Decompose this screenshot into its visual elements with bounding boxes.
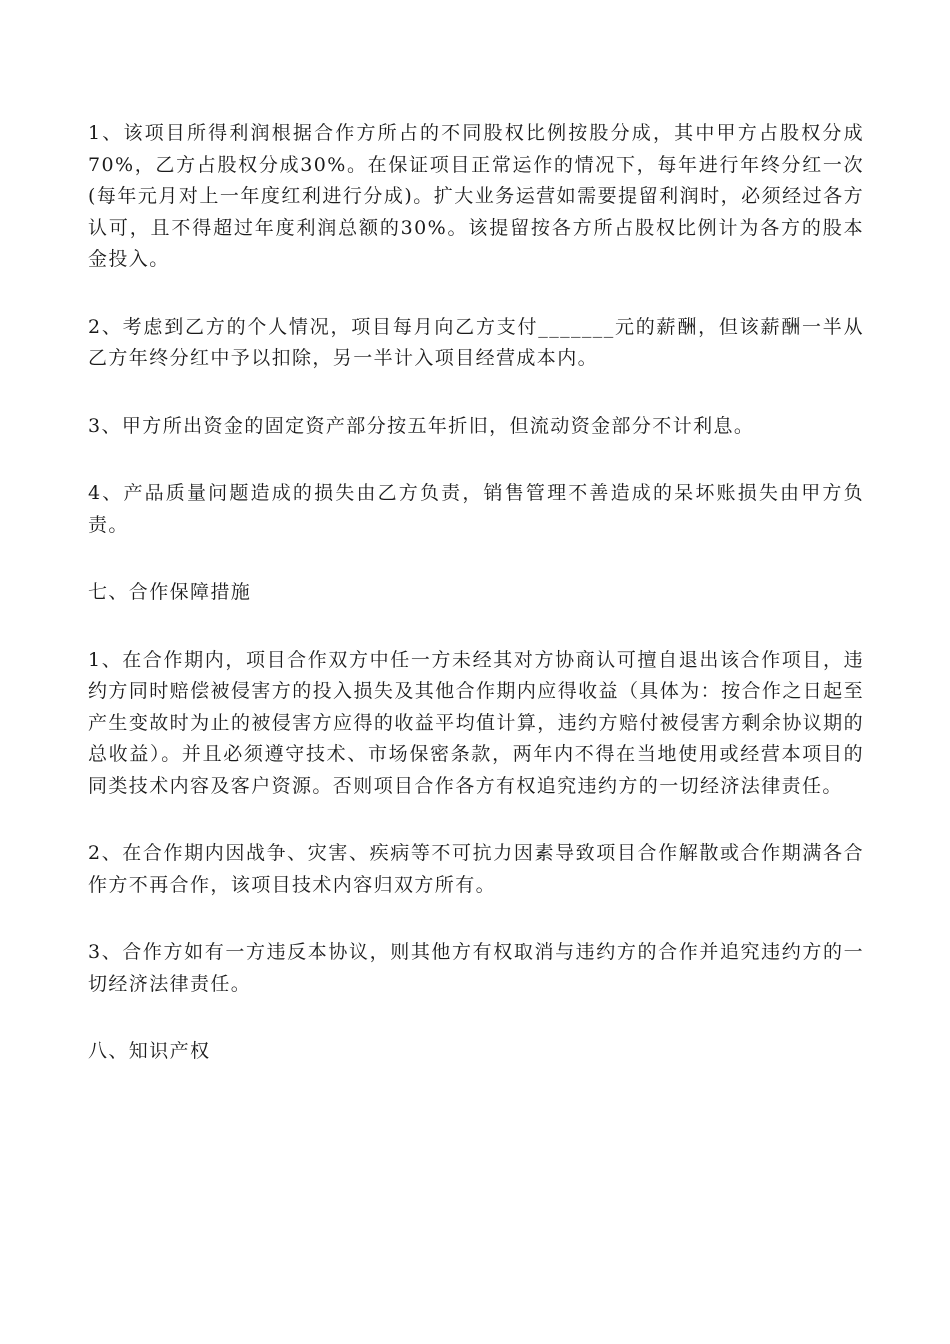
- section-heading-8: 八、知识产权: [88, 1040, 211, 1062]
- clause-7-2-force-majeure: 2、在合作期内因战争、灾害、疾病等不可抗力因素导致项目合作解散或合作期满各合作方不再合作，该项目技术内容归双方所有。: [88, 842, 864, 896]
- document-body: [88, 118, 864, 1068]
- clause-7-1-breach: 1、在合作期内，项目合作双方中任一方未经其对方协商认可擅自退出该合作项目，违约方同时赔偿被侵害方的投入损失及其他合作期内应得收益（具体为：按合作之日起至产生变故时为止的被侵害方应得的收益平均值计算，违约方赔付被侵害方剩余协议期的总收益）。并且必须遵守技术、市场保密条款，两年内不得在当地使用或经营本项目的同类技术内容及客户资源。否则项目合作各方有权追究违约方的一切经济法律责任。: [88, 648, 864, 797]
- section-heading-7: 七、合作保障措施: [88, 581, 252, 603]
- clause-1-profit-sharing: 1、该项目所得利润根据合作方所占的不同股权比例按股分成，其中甲方占股权分成70%，乙方占股权分成30%。在保证项目正常运作的情况下，每年进行年终分红一次(每年元月对上一年度红利进行分成)。扩大业务运营如需要提留利润时，必须经过各方认可，且不得超过年度利润总额的30%。该提留按各方所占股权比例计为各方的股本金投入。: [88, 122, 864, 270]
- clause-3-depreciation: 3、甲方所出资金的固定资产部分按五年折旧，但流动资金部分不计利息。: [88, 414, 755, 437]
- clause-7-3-termination: 3、合作方如有一方违反本协议，则其他方有权取消与违约方的合作并追究违约方的一切经济法律责任。: [88, 941, 864, 995]
- clause-4-liability: 4、产品质量问题造成的损失由乙方负责，销售管理不善造成的呆坏账损失由甲方负责。: [88, 482, 864, 536]
- clause-2-salary: 2、考虑到乙方的个人情况，项目每月向乙方支付_______元的薪酬，但该薪酬一半从乙方年终分红中予以扣除，另一半计入项目经营成本内。: [88, 315, 864, 369]
